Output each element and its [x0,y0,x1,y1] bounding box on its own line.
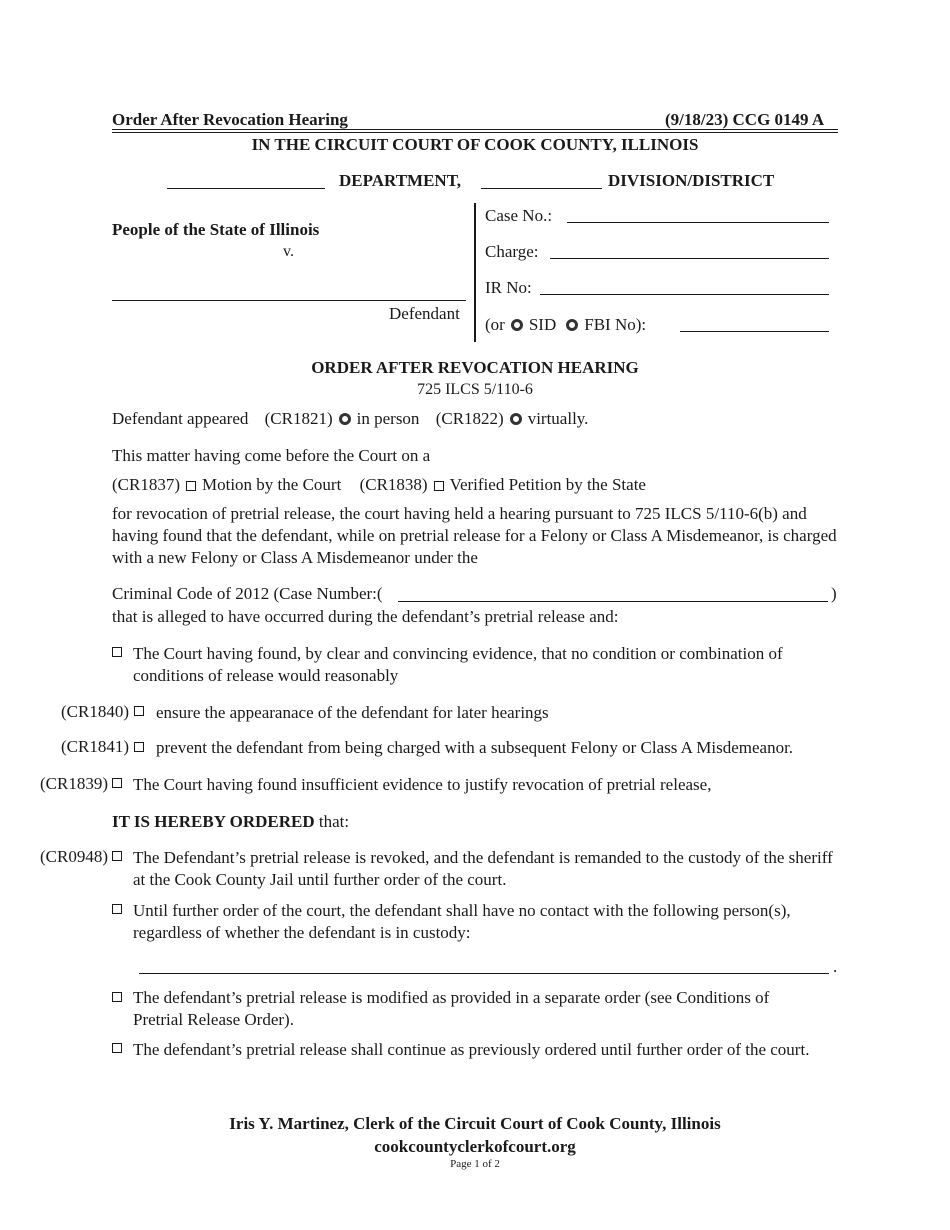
fbi-label: FBI No): [584,315,647,334]
or-label: (or [485,315,505,334]
verified-petition-label: Verified Petition by the State [449,475,646,494]
case-no-label: Case No.: [485,206,553,225]
clerk-website[interactable]: cookcountyclerkofcourt.org [374,1137,576,1156]
sid-label: SID [528,315,557,334]
modified-checkbox[interactable] [112,992,122,1002]
motion-row [112,475,646,495]
modified-text: The defendant’s pretrial release is modified as provided in a separate order (see Conditions of Pretrial Release Order). [133,988,770,1029]
ir-no-field[interactable] [540,294,829,295]
defendant-name-line[interactable] [112,300,466,301]
no-contact-text: Until further order of the court, the defendant shall have no contact with the following person(s), regardless of whether the defendant is in custody: [133,901,791,942]
cr1840-checkbox[interactable] [134,706,144,716]
department-blank[interactable] [167,188,325,189]
criminal-code-close: ) [831,584,837,603]
court-name: IN THE CIRCUIT COURT OF COOK COUNTY, ILLINOIS [251,135,699,154]
motion-code-2: (CR1838) [359,475,428,494]
fbi-radio[interactable] [566,319,578,331]
header-rule-top [112,129,838,130]
ir-no-label: IR No: [485,278,532,297]
cr1841-code: (CR1841) [61,737,129,756]
cr0948-text: The Defendant’s pretrial release is revoked, and the defendant is remanded to the custody of the sheriff at the Cook County Jail until further order of the court. [133,848,833,889]
motion-code-1: (CR1837) [112,475,180,494]
in-person-radio[interactable] [339,413,351,425]
charge-field[interactable] [550,258,829,259]
motion-court-checkbox[interactable] [186,481,196,491]
criminal-code-text: Criminal Code of 2012 (Case Number:( [112,584,383,603]
cr1840-text: ensure the appearanace of the defendant for later hearings [156,703,549,722]
virtually-radio[interactable] [510,413,522,425]
matter-text: This matter having come before the Court on a [112,446,431,465]
cr1840-code: (CR1840) [61,702,129,721]
id-number-field[interactable] [680,331,829,332]
alleged-text: that is alleged to have occurred during the defendant’s pretrial release and: [112,607,619,626]
appeared-code-1: (CR1821) [264,409,333,428]
cr1839-text: The Court having found insufficient evidence to justify revocation of pretrial release, [133,775,712,794]
motion-court-label: Motion by the Court [202,475,342,494]
appeared-row [112,409,588,429]
no-contact-persons-field[interactable] [139,973,829,974]
cr1841-text: prevent the defendant from being charged with a subsequent Felony or Class A Misdemeanor. [156,738,794,757]
caption-divider [474,203,476,342]
cr1839-checkbox[interactable] [112,778,122,788]
clerk-name: Iris Y. Martinez, Clerk of the Circuit Court of Cook County, Illinois [229,1114,721,1133]
division-label: DIVISION/DISTRICT [608,171,775,190]
department-label: DEPARTMENT, [339,171,462,190]
cr0948-code: (CR0948) [40,847,108,866]
continue-checkbox[interactable] [112,1043,122,1053]
sid-radio[interactable] [511,319,523,331]
ordered-rest: that: [318,812,350,831]
finding-paragraph: for revocation of pretrial release, the court having held a hearing pursuant to 725 ILCS 5/110-6(b) and having found that the defendant, while on pretrial release for a Felony or Class A Misdemeanor, is charged with a new Felony or Class A Misdemeanor under the [112,504,837,567]
header-rule-bottom [112,132,838,133]
case-no-field[interactable] [567,222,829,223]
id-type-row [485,315,646,335]
no-contact-checkbox[interactable] [112,904,122,914]
form-title: Order After Revocation Hearing [112,110,348,129]
cr0948-checkbox[interactable] [112,851,122,861]
clear-convincing-checkbox[interactable] [112,647,122,657]
defendant-label: Defendant [389,304,460,323]
ordered-bold: IT IS HEREBY ORDERED [112,812,315,831]
appeared-text: Defendant appeared [112,409,249,428]
clear-convincing-text: The Court having found, by clear and convincing evidence, that no condition or combination of conditions of release would reasonably [133,644,783,685]
versus: v. [283,243,294,260]
page-number: Page 1 of 2 [450,1158,500,1170]
virtually-label: virtually. [527,409,589,428]
statute: 725 ILCS 5/110-6 [417,381,533,398]
verified-petition-checkbox[interactable] [434,481,444,491]
appeared-code-2: (CR1822) [435,409,504,428]
plaintiff: People of the State of Illinois [112,220,320,239]
cr1839-code: (CR1839) [40,774,108,793]
charge-label: Charge: [485,242,539,261]
no-contact-end: . [833,957,838,976]
order-title: ORDER AFTER REVOCATION HEARING [311,358,639,377]
cr1841-checkbox[interactable] [134,742,144,752]
in-person-label: in person [356,409,420,428]
case-number-field[interactable] [398,601,828,602]
division-blank[interactable] [481,188,602,189]
ordered-line [112,812,349,832]
form-code: (9/18/23) CCG 0149 A [665,110,825,129]
continue-text: The defendant’s pretrial release shall continue as previously ordered until further order of the court. [133,1040,810,1059]
